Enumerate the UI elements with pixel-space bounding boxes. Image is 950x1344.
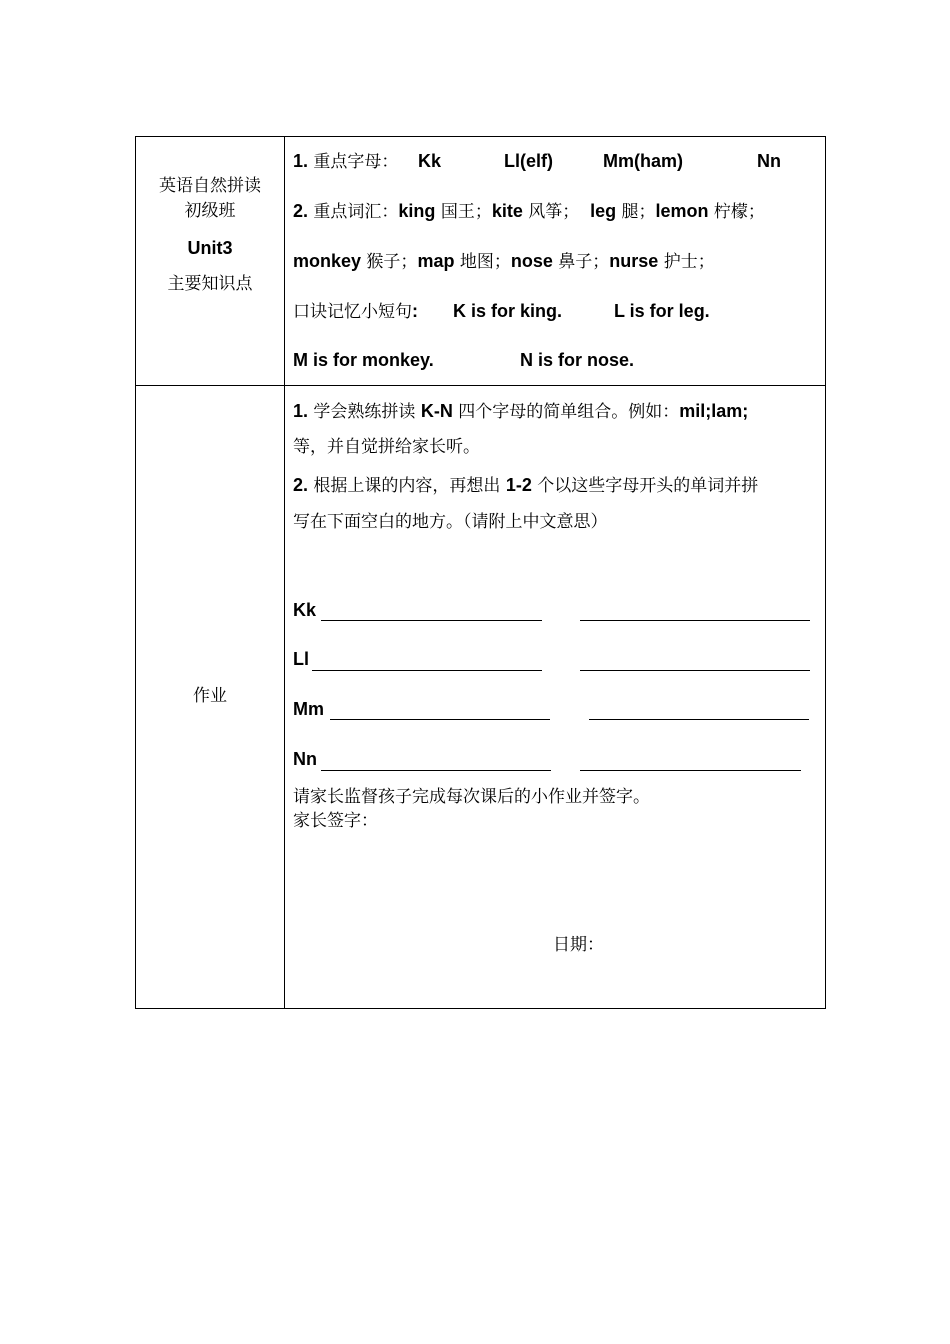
hw1-text: 学会熟练拼读 — [313, 402, 421, 422]
hw2-text-post: 个以这些字母开头的单词并拼 — [531, 476, 759, 496]
vocab-line-2 — [293, 250, 715, 273]
vocab-line-1 — [293, 200, 765, 223]
table-left-border — [135, 136, 136, 1009]
write-blank-kk-1[interactable] — [321, 620, 542, 621]
vocab-meaning: 鼻子； — [552, 252, 610, 272]
hw2-count: 1-2 — [505, 475, 532, 495]
hw1-text-mid: 四个字母的简单组合。例如： — [452, 402, 680, 422]
write-label-ll: Ll — [293, 649, 309, 669]
vocab-meaning: 猴子； — [361, 252, 418, 272]
vocab-label: 重点词汇： — [313, 202, 399, 222]
vocab-word: monkey — [293, 251, 362, 271]
vocab-meaning: 腿； — [616, 202, 656, 222]
table-top-border — [135, 136, 826, 137]
vocab-word: map — [417, 251, 455, 271]
write-label-kk: Kk — [293, 600, 317, 620]
key-letter-m: Mm(ham) — [603, 151, 683, 171]
unit-title: Unit3 — [187, 238, 233, 258]
parent-note: 请家长监督孩子完成每次课后的小作业并签字。 — [293, 787, 650, 807]
key-letter-l: Ll(elf) — [504, 151, 553, 171]
course-name-line1: 英语自然拼读 — [159, 176, 261, 196]
write-label-mm: Mm — [293, 699, 324, 719]
table-column-divider — [284, 136, 285, 1009]
date-label: 日期： — [553, 935, 604, 955]
chant-colon: : — [412, 301, 418, 321]
vocab-word: king — [398, 201, 436, 221]
vocab-meaning: 柠檬； — [708, 202, 765, 222]
write-blank-ll-2[interactable] — [580, 670, 810, 671]
vocab-word: kite — [491, 201, 523, 221]
write-blank-nn-1[interactable] — [321, 770, 551, 771]
vocab-meaning: 地图； — [454, 252, 511, 272]
homework-item-2-cont: 写在下面空白的地方。（请附上中文意思） — [293, 512, 608, 532]
vocab-meaning: 国王； — [435, 202, 492, 222]
homework-item-1 — [293, 400, 748, 423]
hw1-range: K-N — [420, 401, 453, 421]
write-blank-kk-2[interactable] — [580, 620, 810, 621]
table-right-border — [825, 136, 826, 1009]
vocab-word: lemon — [655, 201, 709, 221]
vocab-word: nose — [510, 251, 553, 271]
key-letters-line — [293, 150, 398, 173]
table-row-divider — [135, 385, 826, 386]
chant-k: K is for king. — [453, 301, 563, 321]
item-number: 2. — [293, 475, 309, 495]
hw1-example: mil;lam; — [679, 401, 749, 421]
chant-label: 口诀记忆小短句 — [293, 302, 412, 322]
write-blank-nn-2[interactable] — [580, 770, 801, 771]
vocab-meaning: 风筝； — [522, 202, 580, 222]
vocab-word: leg — [590, 201, 617, 221]
table-bottom-border — [135, 1008, 826, 1009]
chant-line-1 — [293, 300, 418, 323]
chant-m: M is for monkey. — [293, 350, 434, 370]
homework-item-2 — [293, 474, 758, 497]
homework-item-1-cont: 等，并自觉拼给家长听。 — [293, 437, 480, 457]
course-name-line2: 初级班 — [184, 201, 236, 221]
vocab-meaning: 护士； — [658, 252, 715, 272]
item-number: 1. — [293, 401, 309, 421]
chant-l: L is for leg. — [614, 301, 710, 321]
write-blank-mm-1[interactable] — [330, 719, 550, 720]
chant-n: N is for nose. — [520, 350, 635, 370]
write-blank-ll-1[interactable] — [312, 670, 542, 671]
parent-signature-label: 家长签字： — [293, 811, 378, 831]
item-number: 1. — [293, 151, 309, 171]
write-blank-mm-2[interactable] — [589, 719, 809, 720]
key-letter-n: Nn — [757, 151, 781, 171]
hw2-text: 根据上课的内容，再想出 — [313, 476, 506, 496]
write-label-nn: Nn — [293, 749, 317, 769]
homework-label: 作业 — [193, 686, 227, 706]
item-number: 2. — [293, 201, 309, 221]
key-letter-k: Kk — [418, 151, 442, 171]
key-letters-label: 重点字母： — [313, 152, 399, 172]
vocab-word: nurse — [609, 251, 659, 271]
knowledge-points-label: 主要知识点 — [167, 274, 253, 294]
